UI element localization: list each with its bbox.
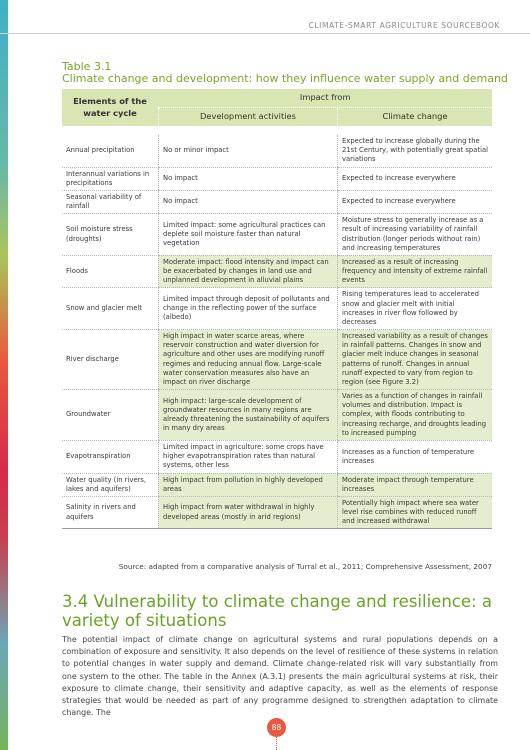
table-row [62,390,492,441]
table-row [62,255,492,288]
decorative-color-strip [0,0,8,750]
table-row [62,167,492,190]
row-climate-impact: Potentially high impact where sea water level rise combines with reduced runoff and increased withdrawal [338,496,493,529]
row-development-impact: High impact from water withdrawal in highly developed areas (mostly in arid regions) [159,496,338,529]
water-cycle-table [62,89,492,529]
page-number-badge: 88 [267,718,286,737]
row-element: Soil moisture stress (droughts) [62,214,159,256]
row-element: Floods [62,255,159,288]
row-development-impact: No or minor impact [159,135,338,167]
row-element: Snow and glacier melt [62,288,159,330]
row-element: Evapotranspiration [62,440,159,473]
row-development-impact: Limited impact in agriculture: some crops have higher evapotranspiration rates than natural systems, other less [159,440,338,473]
page-dotted-line [276,737,277,750]
table-row [62,135,492,167]
row-climate-impact: Expected to increase everywhere [338,190,493,213]
table-source-note: Source: adapted from a comparative analysis of Turral et al., 2011; Comprehensive Assessment, 2007 [118,562,492,571]
row-element: Groundwater [62,390,159,441]
row-climate-impact: Expected to increase globally during the 21st Century, with potentially great spatial variations [338,135,493,167]
row-climate-impact: Increases as a function of temperature increases [338,440,493,473]
row-development-impact: No impact [159,167,338,190]
column-header-climate: Climate change [338,108,493,127]
row-climate-impact: Varies as a function of changes in rainfall volumes and distribution. Impact is complex, with floods contributing to increasing recharge, and droughts leading to increased pumping [338,390,493,441]
column-header-development: Development activities [159,108,338,127]
table-row [62,330,492,390]
running-header: CLIMATE-SMART AGRICULTURE SOURCEBOOK [308,21,500,30]
column-header-impact-from: Impact from [159,89,493,108]
header-rule [0,33,530,34]
row-development-impact: High impact: large-scale development of groundwater resources in many regions are already threatening the sustainability of aquifers in many dry areas [159,390,338,441]
table-row [62,190,492,213]
table-row [62,288,492,330]
table-row [62,496,492,529]
section-title: 3.4 Vulnerability to climate change and resilience: a variety of situations [62,592,492,630]
row-element: Annual precipitation [62,135,159,167]
row-element: Interannual variations in precipitations [62,167,159,190]
body-paragraph: The potential impact of climate change on agricultural systems and rural populations depends on a combination of exposure and sensitivity. It also depends on the level of resilience of these systems in relation to potential changes in water supply and demand. Climate change-related risk will vary substantially from one system to the other. The table in the Annex (A.3.1) presents the main agricultural systems at risk, their exposure to climate change, their sensitivity and adaptive capacity, as well as the elements of response strategies that would be needed as part of any programme designed to strengthen adaptation to climate change. The [62,635,498,718]
row-element: Seasonal variability of rainfall [62,190,159,213]
row-development-impact: High impact from pollution in highly developed areas [159,473,338,496]
row-development-impact: Moderate impact: flood intensity and impact can be exacerbated by changes in land use and unplanned development in alluvial plains [159,255,338,288]
row-development-impact: Limited impact: some agricultural practices can deplete soil moisture faster than natural vegetation [159,214,338,256]
row-climate-impact: Moderate impact through temperature increases [338,473,493,496]
row-development-impact: No impact [159,190,338,213]
section-body-text [62,634,498,719]
table-title: Climate change and development: how they influence water supply and demand [62,72,508,85]
row-climate-impact: Increased as a result of increasing frequency and intensity of extreme rainfall events [338,255,493,288]
table-row [62,473,492,496]
row-element: Water quality (in rivers, lakes and aquifers) [62,473,159,496]
row-climate-impact: Expected to increase everywhere [338,167,493,190]
row-climate-impact: Moisture stress to generally increase as a result of increasing variability of rainfall distribution (longer periods without rain) and increasing temperatures [338,214,493,256]
row-element: Salinity in rivers and aquifers [62,496,159,529]
row-development-impact: High impact in water scarce areas, where reservoir construction and water diversion for agriculture and other uses are modifying runoff regimes and reducing annual flow. Large-scale water conservation measures also have an impact on river discharge [159,330,338,390]
row-climate-impact: Increased variability as a result of changes in rainfall patterns. Changes in snow and glacier melt induce changes in seasonal patterns of runoff. Changes in annual runoff expected to vary from region to region (see Figure 3.2) [338,330,493,390]
table-label: Table 3.1 [62,60,112,73]
table-row [62,440,492,473]
column-header-elements: Elements of the water cycle [62,89,159,126]
row-climate-impact: Rising temperatures lead to accelerated snow and glacier melt with initial increases in river flow followed by decreases [338,288,493,330]
table-row [62,214,492,256]
row-element: River discharge [62,330,159,390]
row-development-impact: Limited impact through deposit of pollutants and change in the reflecting power of the surface (albedo) [159,288,338,330]
